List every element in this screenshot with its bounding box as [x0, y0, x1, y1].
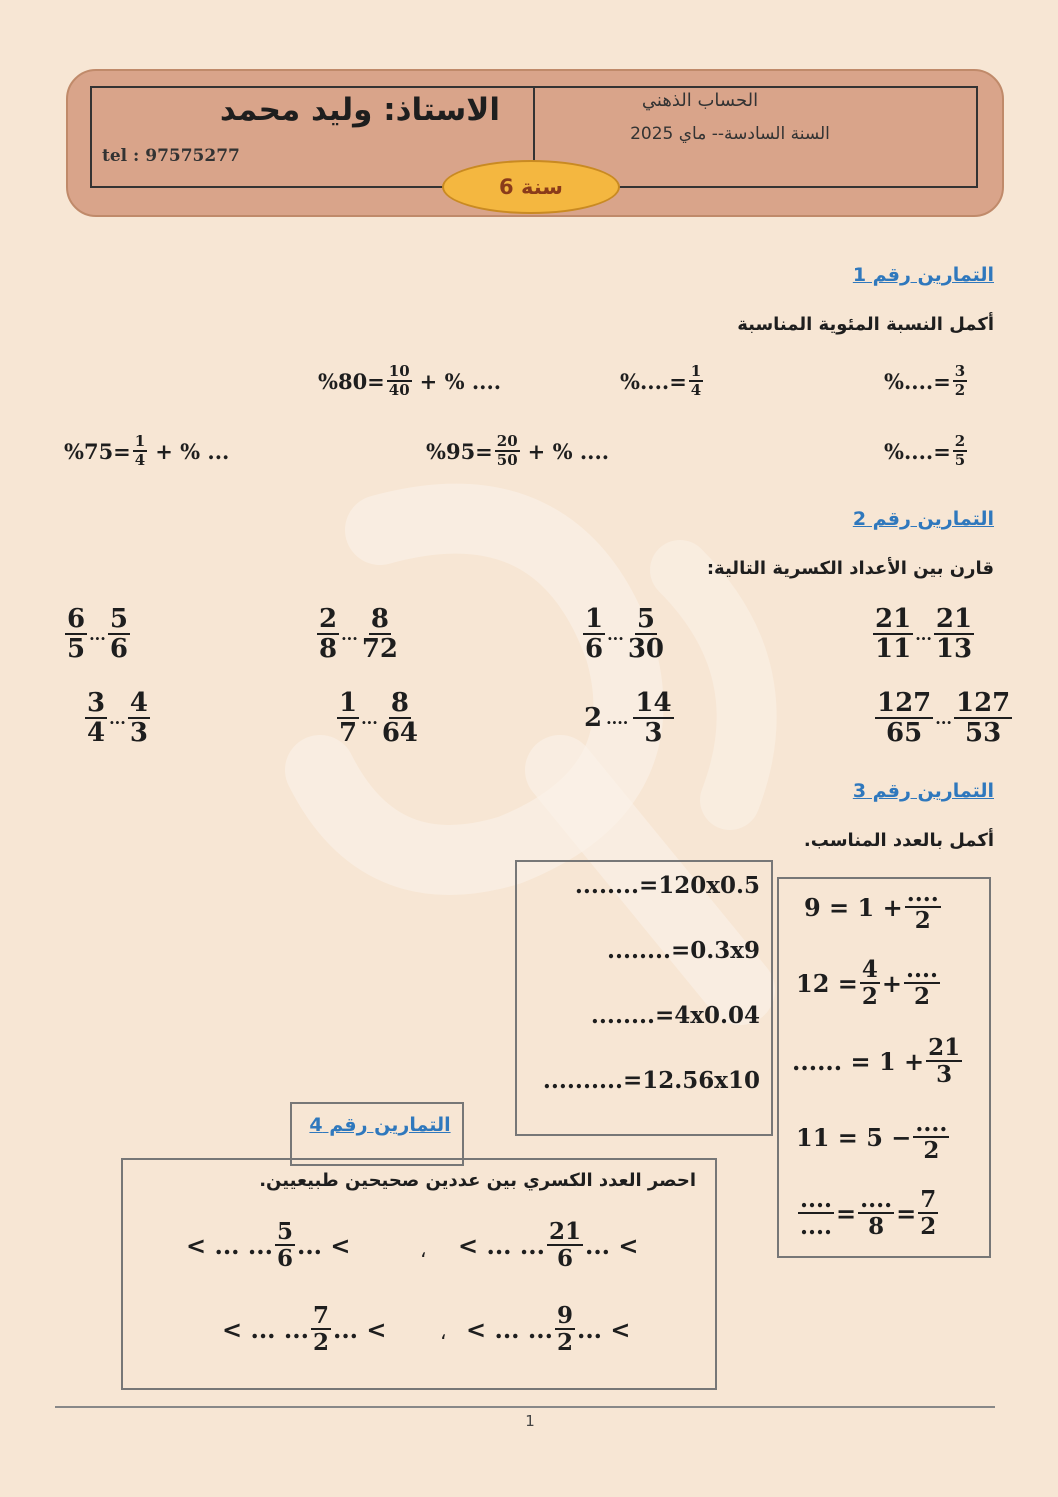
separator: ، [420, 1238, 427, 1262]
whole-number: 2 [584, 703, 603, 733]
ex1-title: التمارين رقم 1 [852, 264, 994, 286]
product-line: ........=4x0.04 [590, 1002, 760, 1029]
sum-row [804, 882, 943, 932]
fraction [873, 606, 913, 662]
numerator: 9 [556, 1302, 573, 1329]
comparison-item [582, 606, 667, 662]
ex1-instruction: أكمل النسبة المئوية المناسبة [737, 314, 994, 335]
fraction [633, 690, 673, 746]
comparison-item [872, 606, 975, 662]
denominator: 64 [381, 718, 418, 748]
bound-item [186, 1220, 351, 1270]
denominator: 5 [67, 634, 86, 664]
comparison-dots: ... [607, 624, 624, 644]
ex1-item [318, 364, 501, 398]
denominator: 30 [627, 634, 664, 664]
numerator: 7 [920, 1186, 937, 1213]
denominator: 4 [87, 718, 106, 748]
ex1-left: %....= [884, 368, 951, 394]
ex1-left: %80= [318, 368, 385, 394]
teacher-tel: tel : 97575277 [102, 146, 240, 166]
numerator: 5 [276, 1218, 293, 1245]
denominator: 7 [339, 718, 358, 748]
sum-lhs: ...... = 1 + [792, 1046, 925, 1076]
numerator: 5 [109, 604, 128, 634]
numerator: .... [860, 1186, 893, 1213]
bound-item [458, 1220, 639, 1270]
numerator: 6 [67, 604, 86, 634]
separator: ، [440, 1320, 447, 1344]
fraction [689, 364, 703, 398]
fraction [387, 364, 412, 398]
fraction [954, 690, 1012, 746]
numerator: .... [800, 1186, 833, 1213]
fraction [953, 434, 967, 468]
numerator: 20 [496, 432, 518, 450]
numerator: .... [906, 880, 939, 907]
comparison-dots: ... [935, 708, 952, 728]
comparison-item [64, 606, 131, 662]
denominator: 6 [276, 1245, 293, 1272]
denominator: 2 [556, 1329, 573, 1356]
ex1-right: + % .... [419, 368, 502, 394]
fraction [337, 690, 359, 746]
lower-bound: ... < [584, 1230, 639, 1260]
fraction [311, 1304, 331, 1354]
equals-sign: = [836, 1198, 857, 1228]
comparison-dots: ... [89, 624, 106, 644]
ex4-instruction: احصر العدد الكسري بين عددين صحيحين طبيعيين. [259, 1170, 696, 1191]
denominator: 2 [920, 1213, 937, 1240]
denominator: 6 [585, 634, 604, 664]
sum-lhs: 11 = 5 − [796, 1122, 912, 1152]
fraction [317, 606, 339, 662]
fraction [65, 606, 87, 662]
numerator: .... [906, 956, 939, 983]
numerator: 2 [319, 604, 338, 634]
sum-lhs: 12 = [796, 968, 858, 998]
numerator: 8 [390, 688, 409, 718]
lower-bound: ... < [576, 1314, 631, 1344]
ex3-title: التمارين رقم 3 [852, 780, 994, 802]
denominator: 13 [935, 634, 973, 664]
fraction [798, 1188, 834, 1238]
ex1-item [884, 434, 969, 468]
comparison-dots: ... [109, 708, 126, 728]
denominator: 2 [954, 381, 966, 399]
denominator: 72 [361, 634, 398, 664]
comparison-item [336, 690, 421, 746]
ex1-right: + % ... [155, 438, 230, 464]
denominator: 40 [388, 381, 410, 399]
numerator: 1 [690, 362, 702, 380]
denominator: 4 [134, 451, 146, 469]
page-number: 1 [525, 1412, 535, 1430]
ex2-instruction: قارن بين الأعداد الكسرية التالية: [706, 558, 994, 579]
upper-bound: < ... ... [186, 1230, 273, 1260]
numerator: 2 [954, 432, 966, 450]
ex4-title: التمارين رقم 4 [309, 1114, 451, 1136]
numerator: 21 [935, 604, 973, 634]
ex1-left: %75= [64, 438, 131, 464]
numerator: 1 [134, 432, 146, 450]
upper-bound: < ... ... [466, 1314, 553, 1344]
numerator: 3 [87, 688, 106, 718]
fraction [380, 690, 420, 746]
denominator: 2 [312, 1329, 329, 1356]
fraction [860, 958, 880, 1008]
ex1-item [64, 434, 229, 468]
ex1-left: %95= [426, 438, 493, 464]
fraction [626, 606, 666, 662]
sum-lhs: 9 = 1 + [804, 892, 903, 922]
denominator: 65 [886, 718, 923, 748]
denominator: 53 [965, 718, 1002, 748]
ex4-box [121, 1158, 717, 1390]
numerator: 1 [585, 604, 604, 634]
fraction [926, 1036, 962, 1086]
numerator: 21 [548, 1218, 581, 1245]
footer-rule [55, 1406, 995, 1408]
comparison-dots: .... [606, 708, 629, 728]
comparison-item [584, 690, 675, 746]
numerator: 7 [312, 1302, 329, 1329]
grade-badge: سنة 6 [442, 160, 620, 214]
fraction [108, 606, 130, 662]
sum-row [796, 1112, 951, 1162]
fraction [547, 1220, 583, 1270]
comparison-item [316, 606, 401, 662]
upper-bound: < ... ... [458, 1230, 545, 1260]
denominator: 6 [556, 1245, 573, 1272]
lower-bound: ... < [296, 1230, 351, 1260]
ex1-left: %....= [620, 368, 687, 394]
numerator: 3 [954, 362, 966, 380]
denominator: 4 [690, 381, 702, 399]
bound-item [466, 1304, 631, 1354]
numerator: 10 [388, 362, 410, 380]
teacher-name: الاستاذ: وليد محمد [219, 92, 500, 128]
denominator: 2 [914, 983, 931, 1010]
ex1-item [884, 364, 969, 398]
denominator: 5 [954, 451, 966, 469]
fraction [918, 1188, 938, 1238]
fraction [85, 690, 107, 746]
subject-title: الحساب الذهني [641, 90, 759, 111]
denominator: 50 [496, 451, 518, 469]
ex2-title: التمارين رقم 2 [852, 508, 994, 530]
product-line: ........=0.3x9 [606, 937, 760, 964]
ex1-item [426, 434, 609, 468]
denominator: 11 [875, 634, 912, 664]
sum-row [796, 1188, 940, 1238]
fraction [360, 606, 400, 662]
fraction [583, 606, 605, 662]
numerator: 127 [877, 688, 932, 718]
numerator: 21 [875, 604, 912, 634]
products-box [515, 860, 773, 1136]
denominator: 3 [129, 718, 148, 748]
numerator: 4 [129, 688, 148, 718]
comparison-item [874, 690, 1013, 746]
product-line: ........=120x0.5 [574, 872, 760, 899]
numerator: .... [915, 1110, 948, 1137]
fraction [133, 434, 147, 468]
comparison-item [84, 690, 151, 746]
equals-sign: = [896, 1198, 917, 1228]
denominator: 3 [936, 1061, 953, 1088]
denominator: .... [800, 1213, 833, 1240]
numerator: 8 [370, 604, 389, 634]
fraction [953, 364, 967, 398]
fraction [913, 1112, 949, 1162]
fraction [128, 690, 150, 746]
numerator: 127 [956, 688, 1011, 718]
comparison-dots: ... [361, 708, 378, 728]
denominator: 8 [319, 634, 338, 664]
numerator: 5 [636, 604, 655, 634]
fraction [905, 882, 941, 932]
upper-bound: < ... ... [222, 1314, 309, 1344]
fraction [904, 958, 940, 1008]
fraction [875, 690, 933, 746]
numerator: 4 [861, 956, 878, 983]
sum-row [796, 958, 942, 1008]
sum-row [792, 1036, 964, 1086]
comparison-dots: ... [915, 624, 932, 644]
bound-item [222, 1304, 387, 1354]
fraction [934, 606, 974, 662]
ex3-instruction: أكمل بالعدد المناسب. [803, 830, 994, 851]
fraction [858, 1188, 894, 1238]
plus-sign: + [881, 968, 902, 998]
numerator: 14 [635, 688, 672, 718]
denominator: 2 [914, 907, 931, 934]
ex1-left: %....= [884, 438, 951, 464]
product-line: ..........=12.56x10 [542, 1067, 760, 1094]
level-date: السنة السادسة-- ماي 2025 [630, 124, 830, 144]
fraction [275, 1220, 295, 1270]
numerator: 1 [339, 688, 358, 718]
fraction [555, 1304, 575, 1354]
comparison-dots: ... [341, 624, 358, 644]
ex1-right: + % .... [527, 438, 610, 464]
ex1-item [620, 364, 705, 398]
denominator: 8 [868, 1213, 885, 1240]
denominator: 6 [109, 634, 128, 664]
fraction [495, 434, 520, 468]
denominator: 3 [644, 718, 663, 748]
lower-bound: ... < [332, 1314, 387, 1344]
denominator: 2 [861, 983, 878, 1010]
denominator: 2 [923, 1137, 940, 1164]
numerator: 21 [928, 1034, 961, 1061]
